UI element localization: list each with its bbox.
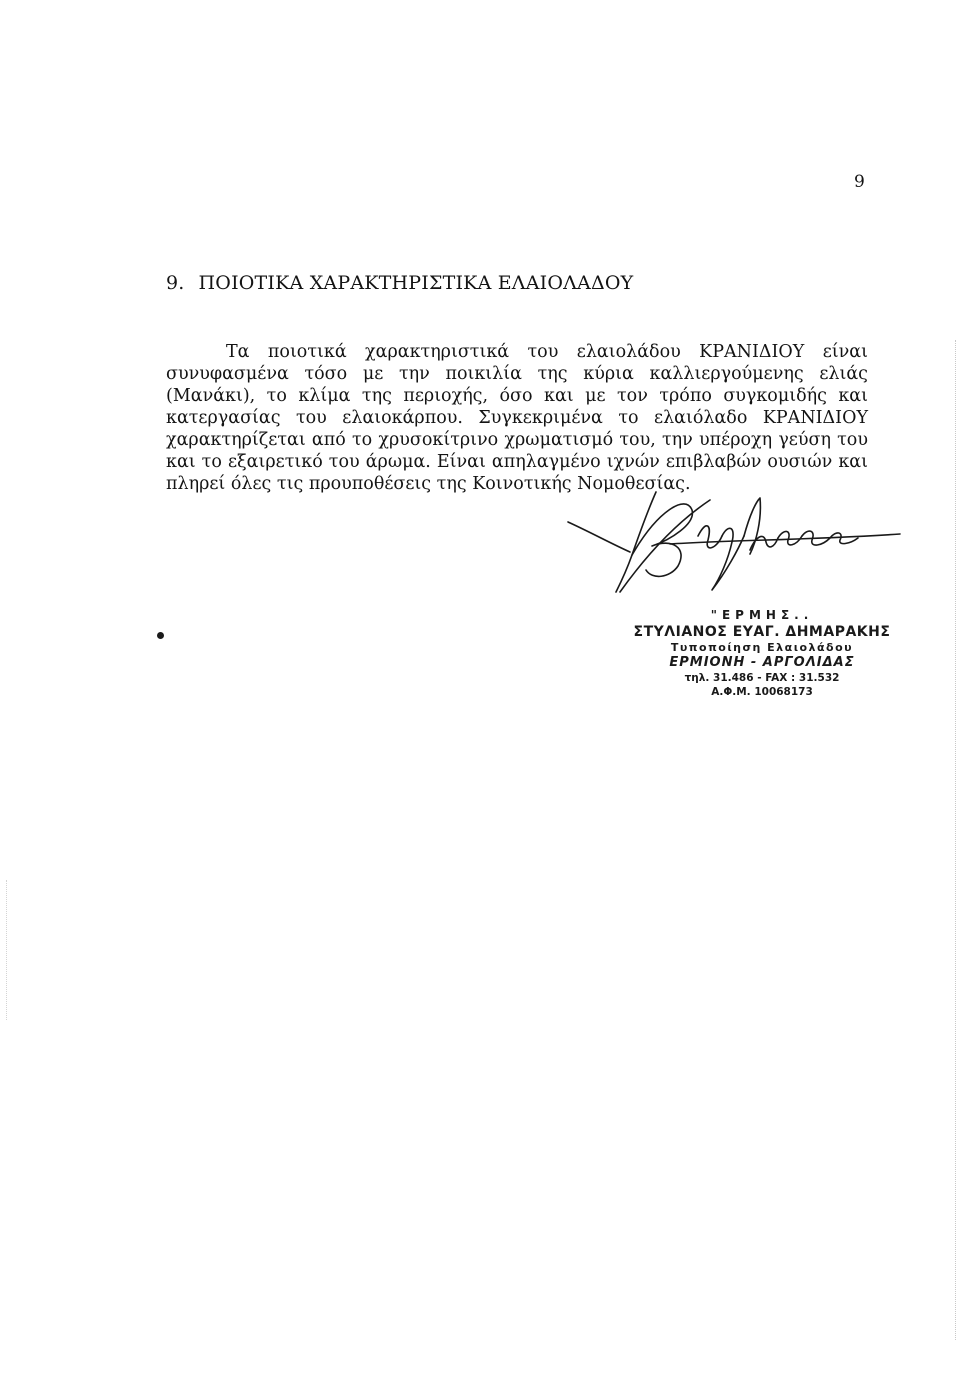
body-paragraph: Τα ποιοτικά χαρακτηριστικά του ελαιολάδου ΚΡΑΝΙΔΙΟΥ είναι συνυφασμένα τόσο με την ποικιλία της κύρια καλλιεργούμενης ελιάς (Μανάκι), το κλίμα της περιοχής, όσο και με τον τρόπο συγκομιδής και κατεργασίας του ελαιοκάρπου. Συγκεκριμένα το ελαιόλαδο ΚΡΑΝΙΔΙΟΥ χαρακτηρίζεται από το χρυσοκίτρινο χρωματισμό του, την υπέροχη γεύση του και το εξαιρετικό του άρωμα. Είναι απηλαγμένο ιχνών επιβλαβών ουσιών και πληρεί όλες τις προυποθέσεις της Κοινοτικής Νομοθεσίας. <box>166 342 868 494</box>
handwritten-signature <box>560 480 920 615</box>
company-stamp <box>628 606 896 699</box>
stamp-location: ΕΡΜΙΟΝΗ - ΑΡΓΟΛΙΔΑΣ <box>669 655 855 670</box>
stamp-tax-id: Α.Φ.Μ. 10068173 <box>711 686 813 698</box>
page-number: 9 <box>854 172 865 192</box>
bullet-dot <box>157 632 164 639</box>
section-title: ΠΟΙΟΤΙΚΑ ΧΑΡΑΚΤΗΡΙΣΤΙΚΑ ΕΛΑΙΟΛΑΔΟΥ <box>198 272 634 294</box>
stamp-contact: τηλ. 31.486 - FAX : 31.532 <box>684 672 840 684</box>
stamp-brand: "ΕΡΜΗΣ.. <box>710 608 814 622</box>
stamp-activity: Τυποποίηση Ελαιολάδου <box>670 641 854 654</box>
scan-edge-right <box>955 340 957 1340</box>
section-heading <box>166 272 633 294</box>
scan-edge-left <box>6 880 8 1020</box>
section-number: 9. <box>166 272 185 294</box>
stamp-owner: ΣΤΥΛΙΑΝΟΣ ΕΥΑΓ. ΔΗΜΑΡΑΚΗΣ <box>633 624 891 640</box>
